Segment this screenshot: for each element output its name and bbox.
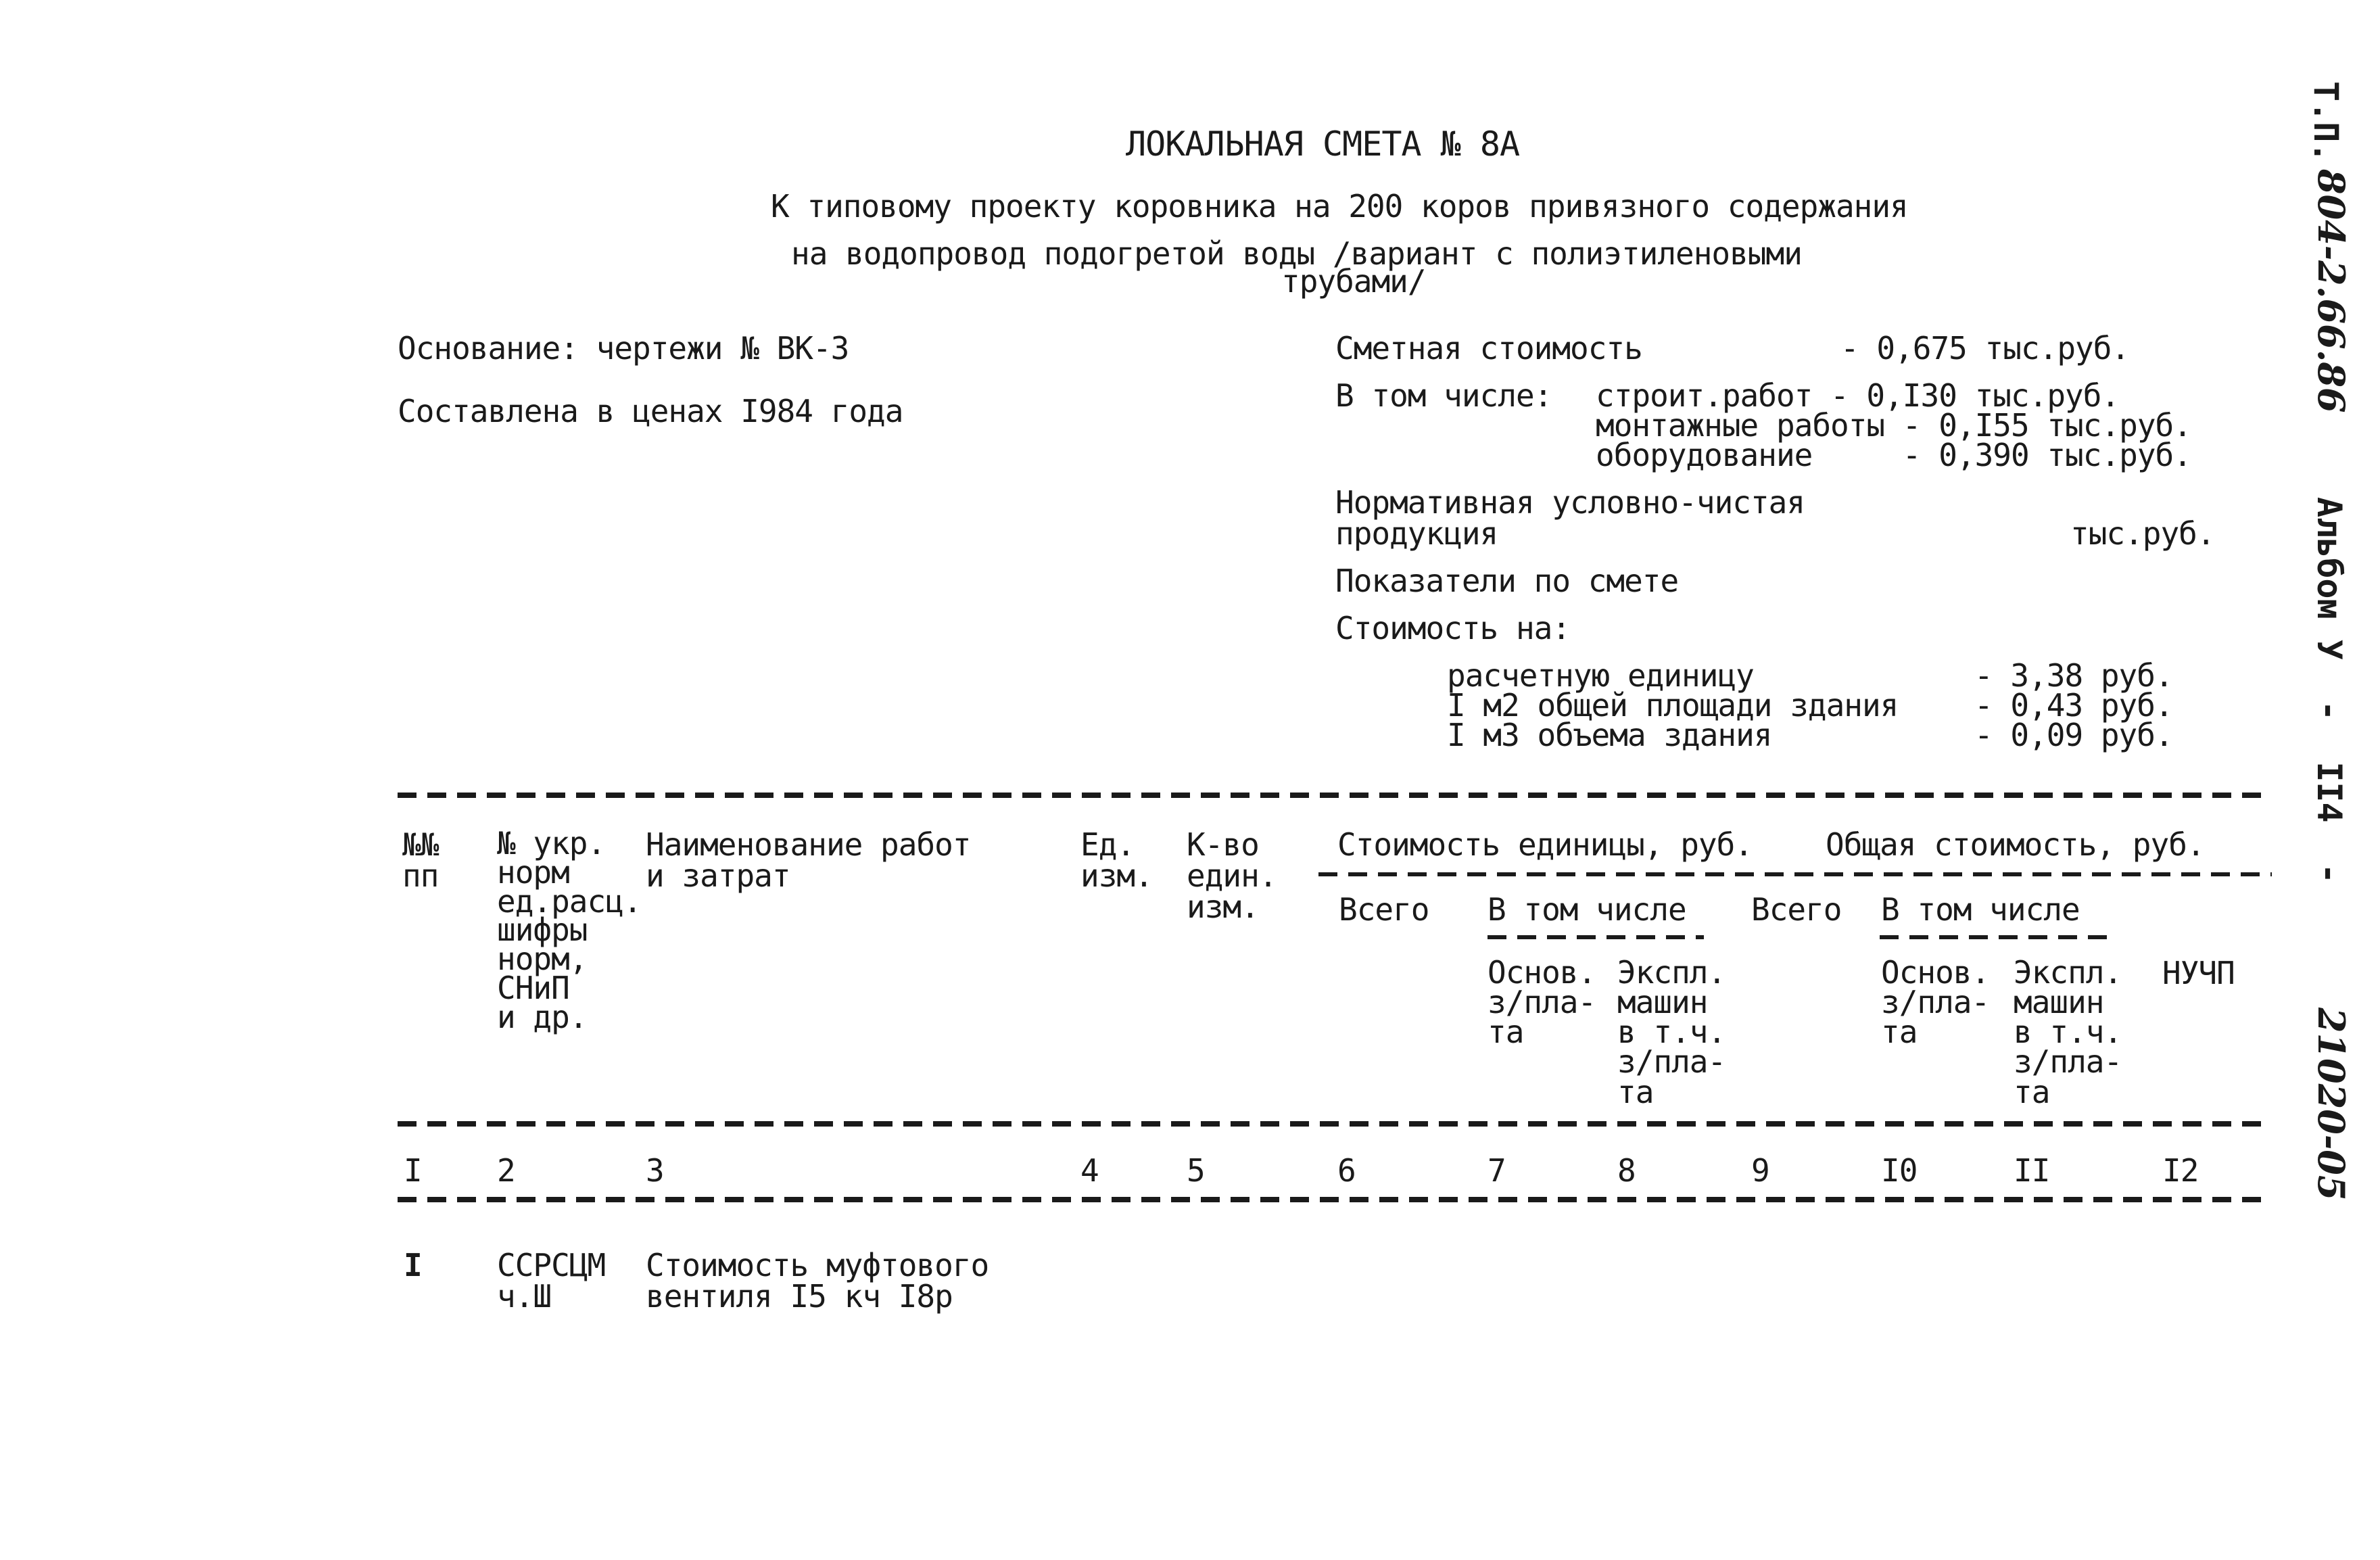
- area-value: - 0,43 руб.: [1974, 687, 2173, 724]
- col-header-nuchp: НУЧП: [2162, 955, 2235, 991]
- col-number-4: 4: [1080, 1152, 1099, 1189]
- col-header-unit-cost: Стоимость единицы, руб.: [1337, 826, 1753, 863]
- subtitle-line-3: трубами/: [1281, 263, 1426, 300]
- col-number-2: 2: [497, 1152, 515, 1189]
- col-header-osnov: Основ. з/пла- та: [1488, 954, 1596, 1051]
- col-header-pp: №№ пп: [402, 826, 439, 894]
- col-number-8: 8: [1617, 1152, 1636, 1189]
- col-number-1: I: [404, 1152, 422, 1189]
- row-work-name: Стоимость муфтового вентиля I5 кч I8р: [646, 1247, 989, 1315]
- indicators-label: Показатели по смете: [1335, 563, 1679, 599]
- document-title: ЛОКАЛЬНАЯ СМЕТА № 8А: [1126, 124, 1520, 164]
- cost-on-label: Стоимость на:: [1335, 610, 1571, 646]
- row-number: I: [404, 1247, 422, 1283]
- side-tp-label: Т.П.: [2306, 81, 2346, 163]
- cost-equipment: оборудование - 0,390 тыс.руб.: [1596, 437, 2191, 473]
- cost-total-value: - 0,675 тыс.руб.: [1840, 330, 2130, 367]
- side-project-number: 804-2.66.86: [2310, 169, 2353, 413]
- col-header-ekspl: Экспл. машин в т.ч. з/пла- та: [1617, 954, 1726, 1110]
- col-header-vsego: Всего: [1339, 891, 1429, 928]
- col-number-3: 3: [646, 1152, 664, 1189]
- area-label: I м2 общей площади здания: [1447, 687, 1899, 724]
- basis-drawings: Основание: чертежи № ВК-3: [398, 330, 849, 367]
- volume-label: I м3 объема здания: [1447, 717, 1772, 753]
- col-header-norm-code: № укр. норм ед.расц. шифры норм, СНиП и др.: [497, 825, 642, 1035]
- col-number-9: 9: [1751, 1152, 1769, 1189]
- col-header-osnov-2: Основ. з/пла- та: [1881, 954, 1990, 1051]
- normative-unit: тыс.руб.: [2070, 515, 2215, 552]
- col-number-10: I0: [1881, 1152, 1918, 1189]
- col-header-total-cost: Общая стоимость, руб.: [1826, 826, 2205, 863]
- col-number-11: II: [2014, 1152, 2050, 1189]
- side-album-label: Альбом У - II4 -: [2310, 497, 2349, 884]
- cost-installation: монтажные работы - 0,I55 тыс.руб.: [1596, 407, 2191, 444]
- col-header-ekspl-2: Экспл. машин в т.ч. з/пла- та: [2014, 954, 2122, 1110]
- col-header-quantity: К-во един. изм.: [1187, 826, 1277, 925]
- col-number-12: I2: [2162, 1152, 2199, 1189]
- col-number-7: 7: [1488, 1152, 1506, 1189]
- subtitle-line-2: на водопровод подогретой воды /вариант с полиэтиленовыми: [791, 235, 1802, 272]
- row-norm-code: ССРСЦМ ч.Ш: [497, 1247, 606, 1315]
- col-header-name: Наименование работ и затрат: [646, 826, 971, 894]
- normative-label-1: Нормативная условно-чистая: [1335, 484, 1805, 521]
- cost-header-rule: [1318, 872, 2272, 876]
- col-number-6: 6: [1337, 1152, 1356, 1189]
- col-header-incl: В том числе: [1488, 891, 1686, 928]
- column-numbers-rule: [398, 1197, 2272, 1202]
- table-header-bottom-rule: [398, 1121, 2272, 1127]
- col-header-incl-2: В том числе: [1881, 891, 2080, 928]
- basis-prices-year: Составлена в ценах I984 года: [398, 393, 903, 429]
- col-header-unit: Ед. изм.: [1080, 826, 1153, 894]
- subtitle-line-1: К типовому проекту коровника на 200 коров привязного содержания: [771, 188, 1908, 224]
- unit-calc-label: расчетную единицу: [1447, 657, 1754, 694]
- table-top-rule: [398, 793, 2272, 798]
- cost-incl-label: В том числе:: [1335, 377, 1552, 414]
- unit-calc-value: - 3,38 руб.: [1974, 657, 2173, 694]
- incl-subrule-2: [1880, 935, 2110, 939]
- cost-construction: строит.работ - 0,I30 тыс.руб.: [1596, 377, 2120, 414]
- incl-subrule-1: [1488, 935, 1704, 939]
- volume-value: - 0,09 руб.: [1974, 717, 2173, 753]
- cost-total-label: Сметная стоимость: [1335, 330, 1642, 367]
- normative-label-2: продукция: [1335, 515, 1498, 552]
- col-number-5: 5: [1187, 1152, 1205, 1189]
- side-sheet-code: 21020-05: [2310, 1008, 2353, 1201]
- col-header-vsego-2: Всего: [1751, 891, 1842, 928]
